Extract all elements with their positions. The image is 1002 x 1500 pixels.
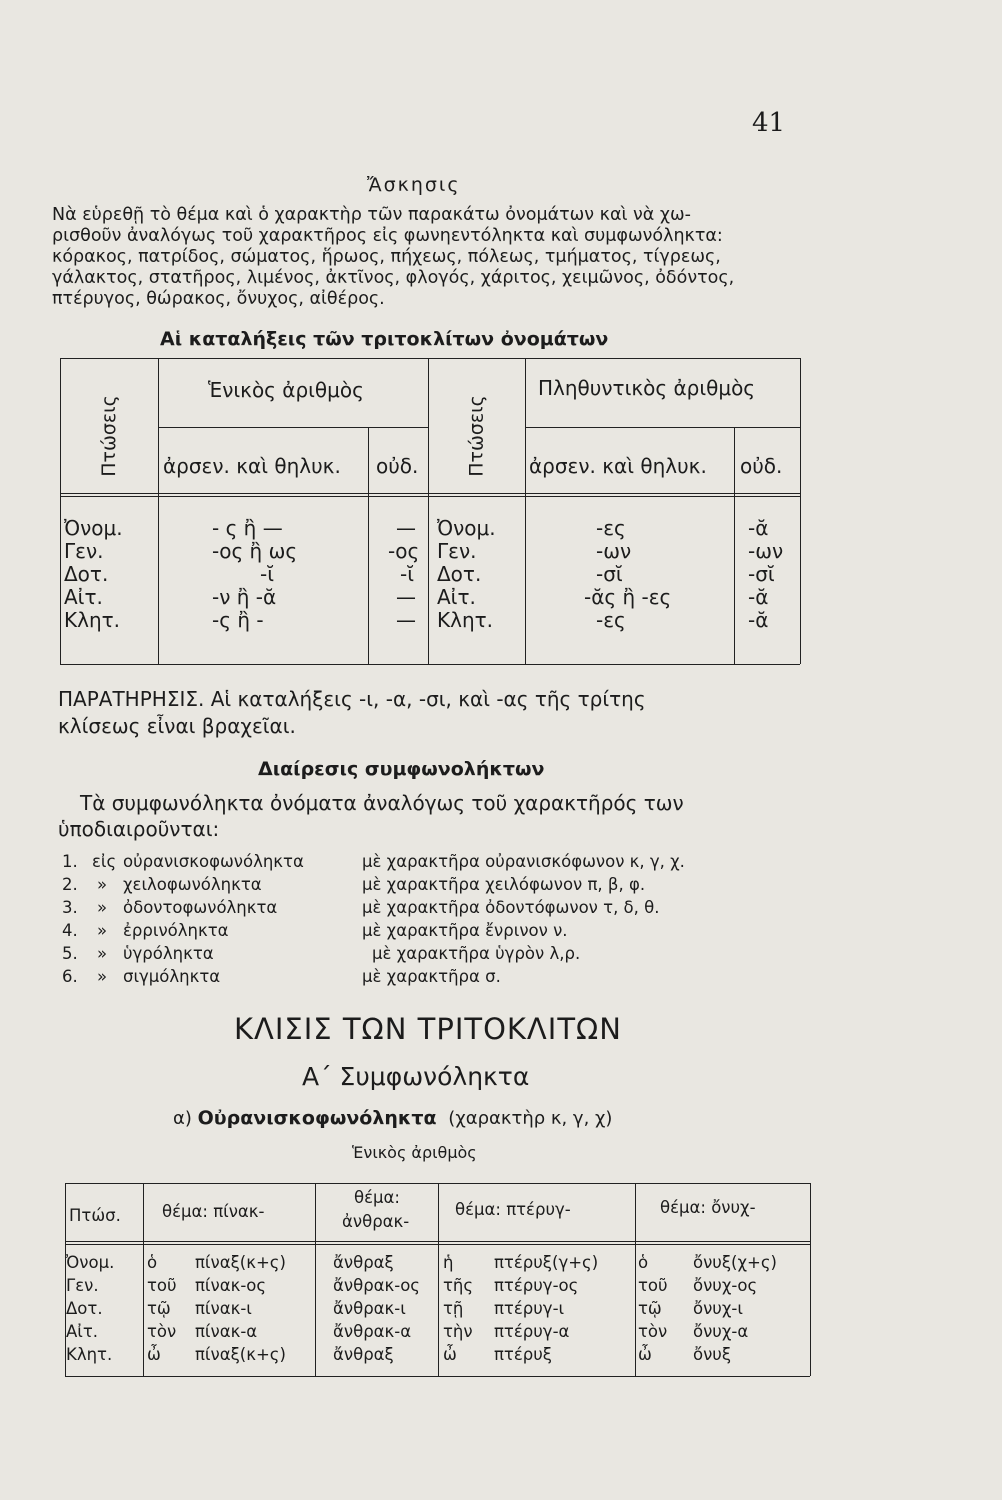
table-cell: πίνακ-ι bbox=[195, 1299, 252, 1318]
table-cell: -ος bbox=[388, 539, 420, 563]
table-cell: Ὀνομ. bbox=[437, 516, 496, 540]
table-cell: Δοτ. bbox=[66, 1299, 103, 1318]
list-desc: μὲ χαρακτῆρα χειλόφωνον π, β, φ. bbox=[362, 875, 646, 894]
list-num: 6. bbox=[62, 967, 78, 986]
header-case: Πτώσ. bbox=[69, 1206, 121, 1225]
subsection-heading bbox=[173, 1107, 612, 1129]
table-cell: πτέρυγ-ος bbox=[494, 1276, 579, 1295]
table-cell: -ῐ bbox=[400, 562, 414, 586]
list-pre: » bbox=[97, 967, 108, 986]
table-cell: ὄνυξ bbox=[693, 1345, 732, 1364]
table-cell: πίναξ(κ+ς) bbox=[195, 1345, 286, 1364]
header-pteryg: θέμα: πτέρυγ- bbox=[455, 1200, 571, 1219]
cases-header: Πτώσεις bbox=[98, 395, 120, 477]
table-cell: ὦ bbox=[147, 1345, 161, 1364]
section-subtitle: Α΄ Συμφωνόληκτα bbox=[302, 1062, 530, 1091]
table-cell: Αἰτ. bbox=[437, 585, 476, 609]
table-cell: Ὀνομ. bbox=[64, 516, 123, 540]
list-desc: μὲ χαρακτῆρα σ. bbox=[362, 967, 501, 986]
table-cell: Ὀνομ. bbox=[66, 1253, 115, 1272]
table-cell: πίνακ-ος bbox=[195, 1276, 267, 1295]
table-cell: ἡ bbox=[443, 1253, 454, 1272]
decl-pinak-column bbox=[195, 1251, 286, 1366]
table-cell: τὴν bbox=[443, 1322, 473, 1341]
number-label: Ἑνικὸς ἀριθμὸς bbox=[352, 1143, 477, 1162]
list-num: 4. bbox=[62, 921, 78, 940]
list-name: ὑγρόληκτα bbox=[123, 944, 214, 963]
header-pinak: θέμα: πίνακ- bbox=[162, 1202, 265, 1221]
exercise-text bbox=[52, 205, 812, 310]
table-cell: τῷ bbox=[147, 1299, 171, 1318]
table-cell: -ες bbox=[596, 516, 626, 540]
table-cell: -ων bbox=[748, 539, 784, 563]
decl-case-column bbox=[66, 1251, 114, 1366]
list-desc: μὲ χαρακτῆρα ἔνρινον ν. bbox=[362, 921, 568, 940]
table-cell: ἄνθρακ-α bbox=[333, 1322, 412, 1341]
header-anthrak-1: θέμα: bbox=[354, 1188, 400, 1207]
plural-header: Πληθυντικὸς ἀριθμὸς bbox=[538, 376, 756, 400]
table-cell: ὄνυξ(χ+ς) bbox=[693, 1253, 777, 1272]
table-cell: Γεν. bbox=[437, 539, 477, 563]
list-desc: μὲ χαρακτῆρα οὐρανισκόφωνον κ, γ, χ. bbox=[362, 852, 685, 871]
table-cell: — bbox=[396, 585, 416, 609]
table-cell: ὦ bbox=[638, 1345, 652, 1364]
exercise-line: κόρακος, πατρίδος, σώματος, ἥρωος, πήχεως, πόλεως, τμήματος, τίγρεως, bbox=[52, 247, 721, 267]
division-line: Τὰ συμφωνόληκτα ὀνόματα ἀναλόγως τοῦ χαρακτῆρός των bbox=[80, 791, 684, 815]
table-cell: πτέρυγ-α bbox=[494, 1322, 570, 1341]
list-pre: » bbox=[97, 944, 108, 963]
singular-header: Ἑνικὸς ἀριθμὸς bbox=[208, 378, 364, 402]
list-name: ὀδοντοφωνόληκτα bbox=[123, 898, 278, 917]
list-name: σιγμόληκτα bbox=[123, 967, 221, 986]
col-masc-fem-plural: ἀρσεν. καὶ θηλυκ. bbox=[529, 454, 707, 478]
table-cell: τὸν bbox=[638, 1322, 668, 1341]
table-cell: -ᾰς ἢ -ες bbox=[584, 585, 672, 609]
list-desc: μὲ χαρακτῆρα ὀδοντόφωνον τ, δ, θ. bbox=[362, 898, 660, 917]
list-num: 3. bbox=[62, 898, 78, 917]
list-pre: » bbox=[97, 898, 108, 917]
decl-onych-column bbox=[693, 1251, 777, 1366]
table-cell: ἄνθρακ-ος bbox=[333, 1276, 420, 1295]
table-cell: ὄνυχ-ος bbox=[693, 1276, 758, 1295]
table-cell: ἄνθραξ bbox=[333, 1253, 394, 1272]
table-cell: ὁ bbox=[638, 1253, 649, 1272]
table-cell: πτέρυξ bbox=[494, 1345, 553, 1364]
table-cell: -ᾰ bbox=[748, 516, 769, 540]
table-cell: τὸν bbox=[147, 1322, 177, 1341]
subsection-label: α) bbox=[173, 1108, 192, 1129]
table-cell: Αἰτ. bbox=[66, 1322, 99, 1341]
decl-art3-column bbox=[638, 1251, 668, 1366]
table-cell: -ν ἢ -ᾰ bbox=[212, 585, 277, 609]
table-cell: Κλητ. bbox=[437, 608, 494, 632]
table-cell: - ς ἢ — bbox=[212, 516, 283, 540]
exercise-line: ρισθοῦν ἀναλόγως τοῦ χαρακτῆρος εἰς φωνηεντόληκτα καὶ συμφωνόληκτα: bbox=[52, 226, 723, 246]
table-cell: ἄνθρακ-ι bbox=[333, 1299, 406, 1318]
table-cell: -ων bbox=[596, 539, 632, 563]
exercise-line: πτέρυγος, θώρακος, ὄνυχος, αἰθέρος. bbox=[52, 289, 385, 309]
table-cell: ὦ bbox=[443, 1345, 457, 1364]
table-cell: Κλητ. bbox=[66, 1345, 113, 1364]
table-cell: -ᾰ bbox=[748, 585, 769, 609]
col-neut-plural: οὐδ. bbox=[740, 454, 783, 478]
note-line: κλίσεως εἶναι βραχεῖαι. bbox=[58, 714, 296, 738]
table-cell: Γεν. bbox=[66, 1276, 99, 1295]
subsection-note: (χαρακτὴρ κ, γ, χ) bbox=[448, 1108, 613, 1129]
exercise-heading: Ἄσκησις bbox=[367, 174, 461, 196]
list-num: 5. bbox=[62, 944, 78, 963]
exercise-line: γάλακτος, στατῆρος, λιμένος, ἀκτῖνος, φλογός, χάριτος, χειμῶνος, ὀδόντος, bbox=[52, 268, 735, 288]
pl-n-column bbox=[748, 516, 783, 631]
table-cell: πτέρυξ(γ+ς) bbox=[494, 1253, 599, 1272]
col-neut: οὐδ. bbox=[376, 454, 419, 478]
table-cell: ὄνυχ-α bbox=[693, 1322, 749, 1341]
table-cell: πίναξ(κ+ς) bbox=[195, 1253, 286, 1272]
decl-pteryg-column bbox=[494, 1251, 598, 1366]
cases-header-plural: Πτώσεις bbox=[465, 395, 488, 477]
list-name: χειλοφωνόληκτα bbox=[123, 875, 262, 894]
sg-n-column bbox=[388, 516, 419, 631]
table-cell: -ᾰ bbox=[748, 608, 769, 632]
list-pre: » bbox=[97, 921, 108, 940]
division-intro bbox=[58, 790, 818, 842]
endings-table-title: Αἱ καταλήξεις τῶν τριτοκλίτων ὀνομάτων bbox=[160, 328, 609, 350]
table-cell: -ῐ bbox=[260, 562, 274, 586]
table-cell: — bbox=[396, 516, 416, 540]
table-cell: ὄνυχ-ι bbox=[693, 1299, 743, 1318]
exercise-line: Νὰ εὑρεθῇ τὸ θέμα καὶ ὁ χαρακτὴρ τῶν παρακάτω ὀνομάτων καὶ νὰ χω- bbox=[52, 205, 691, 225]
division-line: ὑποδιαιροῦνται: bbox=[58, 817, 220, 841]
list-num: 1. bbox=[62, 852, 78, 871]
sg-mf-column bbox=[212, 516, 297, 631]
decl-art2-column bbox=[443, 1251, 473, 1366]
header-onych: θέμα: ὄνυχ- bbox=[660, 1198, 756, 1217]
section-title: ΚΛΙΣΙΣ ΤΩΝ ΤΡΙΤΟΚΛΙΤΩΝ bbox=[234, 1012, 622, 1046]
list-name: οὐρανισκοφωνόληκτα bbox=[123, 852, 304, 871]
subsection-title: Οὐρανισκοφωνόληκτα bbox=[197, 1107, 437, 1129]
table-cell: πίνακ-α bbox=[195, 1322, 258, 1341]
observation-note bbox=[58, 686, 646, 740]
table-cell: τῇ bbox=[443, 1299, 464, 1318]
table-cell: -σῐ bbox=[596, 562, 623, 586]
table-cell: — bbox=[396, 608, 416, 632]
table-cell: τῆς bbox=[443, 1276, 474, 1295]
table-cell: Κλητ. bbox=[64, 608, 121, 632]
table-cell: Γεν. bbox=[64, 539, 104, 563]
pl-case-column bbox=[437, 516, 496, 631]
decl-art1-column bbox=[147, 1251, 177, 1366]
list-name: ἐρρινόληκτα bbox=[123, 921, 229, 940]
table-cell: τοῦ bbox=[638, 1276, 668, 1295]
table-cell: -σῐ bbox=[748, 562, 775, 586]
table-cell: -ες bbox=[596, 608, 626, 632]
header-anthrak-2: ἀνθρακ- bbox=[342, 1212, 410, 1231]
note-line: ΠΑΡΑΤΗΡΗΣΙΣ. Αἱ καταλήξεις -ι, -α, -σι, καὶ -ας τῆς τρίτης bbox=[58, 687, 646, 711]
case-column bbox=[64, 516, 123, 631]
col-masc-fem: ἀρσεν. καὶ θηλυκ. bbox=[163, 454, 341, 478]
table-cell: ὁ bbox=[147, 1253, 158, 1272]
list-pre: » bbox=[97, 875, 108, 894]
division-title: Διαίρεσις συμφωνολήκτων bbox=[258, 758, 545, 780]
table-cell: Δοτ. bbox=[437, 562, 482, 586]
table-cell: -ος ἢ ως bbox=[212, 539, 298, 563]
table-cell: πτέρυγ-ι bbox=[494, 1299, 565, 1318]
table-cell: Αἰτ. bbox=[64, 585, 103, 609]
table-cell: ἄνθραξ bbox=[333, 1345, 394, 1364]
list-num: 2. bbox=[62, 875, 78, 894]
decl-anthrak-column bbox=[333, 1251, 420, 1366]
table-cell: Δοτ. bbox=[64, 562, 109, 586]
table-cell: τοῦ bbox=[147, 1276, 177, 1295]
table-cell: -ς ἢ - bbox=[212, 608, 264, 632]
table-cell: τῷ bbox=[638, 1299, 662, 1318]
pl-mf-column bbox=[584, 516, 671, 631]
page-number: 41 bbox=[752, 108, 786, 138]
list-pre: εἰς bbox=[92, 852, 117, 871]
list-desc: μὲ χαρακτῆρα ὑγρὸν λ,ρ. bbox=[372, 944, 581, 963]
